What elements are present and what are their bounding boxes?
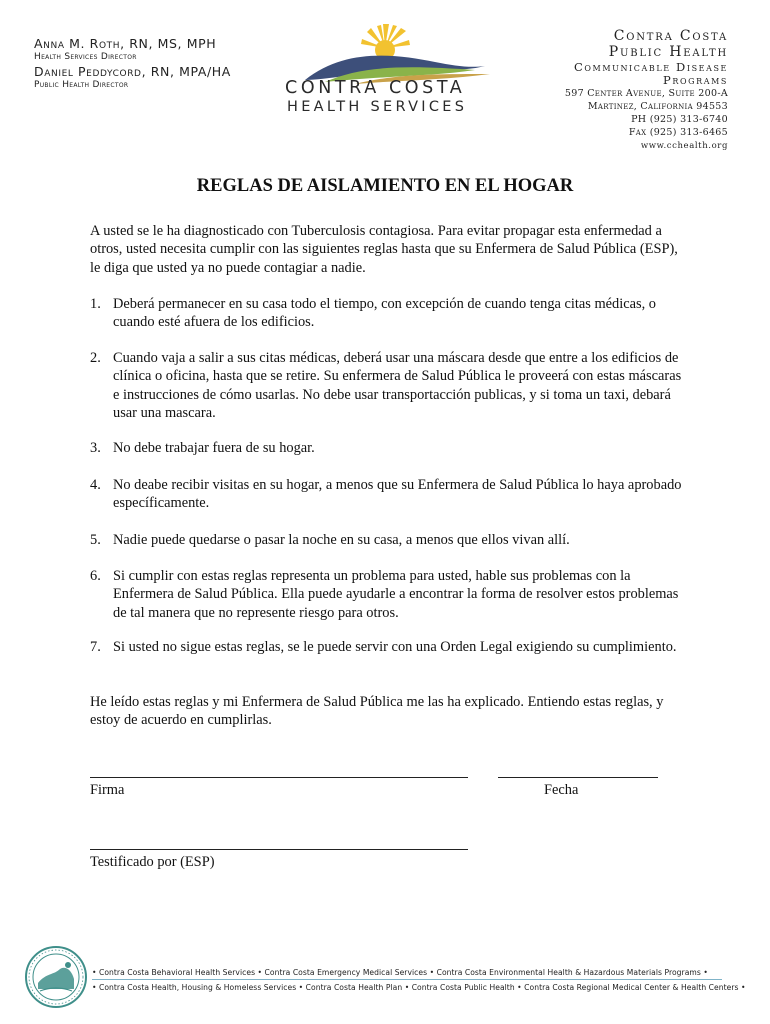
footer-services-line1: • Contra Costa Behavioral Health Services • Contra Costa Emergency Medical Services • Contra Costa Environmental Health & Hazardous Materials Programs • bbox=[92, 968, 708, 977]
director2-title: Public Health Director bbox=[34, 80, 129, 90]
signature-label: Firma bbox=[90, 782, 125, 798]
witness-line[interactable] bbox=[90, 849, 468, 850]
rule-item bbox=[90, 567, 690, 622]
website: www.cchealth.org bbox=[640, 141, 728, 151]
cchs-logo bbox=[285, 18, 500, 138]
rule-number: 7. bbox=[90, 639, 101, 655]
address-line1: 597 Center Avenue, Suite 200-A bbox=[564, 88, 728, 99]
division-line1: Communicable Disease bbox=[573, 60, 728, 74]
rule-text: Deberá permanecer en su casa todo el tiempo, con excepción de cuando tenga citas médicas, o cuando esté afuera de los edificios. bbox=[113, 296, 657, 331]
org-name-line1: Contra Costa bbox=[613, 28, 728, 44]
intro-paragraph: A usted se le ha diagnosticado con Tuberculosis contagiosa. Para evitar propagar esta enfermedad a otros, usted necesita cumplir con las siguientes reglas hasta que su Enfermera de Salud Pública (ESP), le diga que usted ya no puede contagiar a nadie. bbox=[90, 223, 678, 276]
director1-title: Health Services Director bbox=[34, 52, 137, 62]
signature-line[interactable] bbox=[90, 777, 468, 778]
rule-number: 2. bbox=[90, 350, 101, 366]
rule-number: 4. bbox=[90, 477, 101, 493]
rule-text: No debe trabajar fuera de su hogar. bbox=[113, 440, 315, 456]
phone: PH (925) 313-6740 bbox=[631, 114, 728, 125]
rule-text: Cuando vaja a salir a sus citas médicas, deberá usar una máscara desde que entre a los edificios de clínica o oficina, hasta que se retire. Su enfermera de Salud Pública le proveerá con estas máscaras e instrucciones de cómo usarlas. No debe usar transportacción publicas, y si toma un taxi, debará usar una mascara. bbox=[113, 350, 682, 421]
logo-text-line2: HEALTH SERVICES bbox=[287, 99, 468, 115]
rule-number: 5. bbox=[90, 532, 101, 548]
director1-name: Anna M. Roth, RN, MS, MPH bbox=[34, 36, 217, 51]
footer-services-line2: • Contra Costa Health, Housing & Homeless Services • Contra Costa Health Plan • Contra Costa Public Health • Contra Costa Regional Medical Center & Health Centers • bbox=[92, 983, 746, 992]
rule-text: No deabe recibir visitas en su hogar, a menos que su Enfermera de Salud Pública lo haya aprobado específicamente. bbox=[113, 477, 682, 512]
rule-text: Si cumplir con estas reglas representa un problema para usted, hable sus problemas con la Enfermera de Salud Pública. Ella puede ayudarle a encontrar la forma de resolver estos problemas de tal manera que no represente riesgo para otros. bbox=[113, 568, 679, 621]
rule-item bbox=[90, 638, 690, 656]
rule-text: Si usted no sigue estas reglas, se le puede servir con una Orden Legal exigiendo su cumplimiento. bbox=[113, 639, 677, 655]
date-line[interactable] bbox=[498, 777, 658, 778]
org-name-line2: Public Health bbox=[608, 44, 728, 60]
rule-number: 6. bbox=[90, 568, 101, 584]
rule-item bbox=[90, 439, 690, 457]
county-seal-icon bbox=[24, 945, 88, 1009]
rule-item bbox=[90, 531, 690, 549]
witness-label: Testificado por (ESP) bbox=[90, 854, 215, 870]
division-line2: Programs bbox=[663, 73, 728, 87]
rule-number: 1. bbox=[90, 296, 101, 312]
rule-item bbox=[90, 295, 690, 332]
fax: Fax (925) 313-6465 bbox=[628, 127, 728, 138]
address-line2: Martinez, California 94553 bbox=[587, 101, 728, 112]
closing-paragraph: He leído estas reglas y mi Enfermera de Salud Pública me las ha explicado. Entiendo estas reglas, y estoy de acuerdo en cumplirlas. bbox=[90, 694, 664, 729]
footer-divider bbox=[92, 979, 722, 980]
rule-item bbox=[90, 476, 690, 513]
rule-item bbox=[90, 349, 690, 422]
rule-text: Nadie puede quedarse o pasar la noche en su casa, a menos que ellos vivan allí. bbox=[113, 532, 570, 548]
page-title: REGLAS DE AISLAMIENTO EN EL HOGAR bbox=[196, 176, 574, 196]
director2-name: Daniel Peddycord, RN, MPA/HA bbox=[34, 64, 231, 79]
date-label: Fecha bbox=[544, 782, 579, 798]
logo-text-line1: CONTRA COSTA bbox=[285, 78, 466, 98]
rule-number: 3. bbox=[90, 440, 101, 456]
